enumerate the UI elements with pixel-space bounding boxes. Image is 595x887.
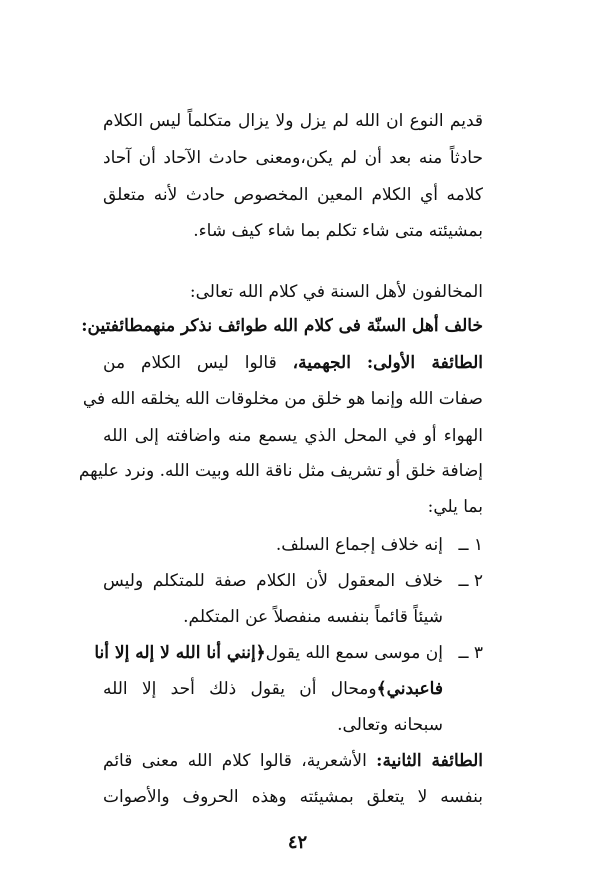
text-line: صفات الله وإنما هو خلق من مخلوقات الله يخلقه الله في bbox=[82, 389, 483, 409]
list-number: ١ ــ bbox=[458, 535, 483, 555]
group-label: الطائفة الأولى: bbox=[366, 353, 483, 373]
list-text bbox=[94, 640, 443, 666]
list-text: شيئاً قائماً بنفسه منفصلاً عن المتكلم. bbox=[183, 607, 443, 627]
text-line: قديم النوع ان الله لم يزل ولا يزال متكلماً ليس الكلام bbox=[103, 111, 483, 131]
list-number: ٢ ــ bbox=[458, 571, 483, 591]
list-text: إنه خلاف إجماع السلف. bbox=[275, 535, 443, 555]
quran-quote: فاعبدني﴾ bbox=[376, 679, 443, 699]
text-line: حادثاً منه بعد أن لم يكن،ومعنى حادث الآحاد أن آحاد bbox=[103, 148, 483, 168]
text-fragment: قالوا ليس الكلام من bbox=[103, 353, 277, 373]
list-item bbox=[103, 532, 483, 558]
text-line: الهواء أو في المحل الذي يسمع منه واضافته إلى الله bbox=[103, 426, 483, 446]
list-text: خلاف المعقول لأن الكلام صفة للمتكلم وليس bbox=[103, 571, 443, 591]
text-fragment: الأشعرية، قالوا كلام الله معنى قائم bbox=[103, 751, 367, 771]
quran-quote: ﴿إنني أنا الله لا إله إلا أنا bbox=[94, 643, 266, 663]
text-line bbox=[103, 350, 483, 376]
section-subheading: خالف أهل السنّة فى كلام الله طوائف نذكر منهمطائفتين: bbox=[81, 316, 483, 336]
list-text bbox=[103, 676, 443, 702]
text-line: بنفسه لا يتعلق بمشيئته وهذه الحروف والأصوات bbox=[103, 787, 483, 807]
text-line: بما يلي: bbox=[427, 497, 483, 517]
list-number: ٣ ــ bbox=[458, 643, 483, 663]
text-line: كلامه أي الكلام المعين المخصوص حادث لأنه متعلق bbox=[103, 185, 483, 205]
text-line: بمشيئته متى شاء تكلم بما شاء كيف شاء. bbox=[193, 221, 483, 241]
text-fragment: ومحال أن يقول ذلك أحد إلا الله bbox=[103, 679, 377, 699]
text-line bbox=[103, 748, 483, 774]
page-number: ٤٢ bbox=[287, 832, 308, 853]
text-fragment: إن موسى سمع الله يقول bbox=[265, 643, 443, 663]
group-label: الطائفة الثانية: bbox=[376, 751, 483, 771]
group-name: الجهمية، bbox=[292, 353, 351, 373]
text-line: إضافة خلق أو تشريف مثل ناقة الله وبيت الله. ونرد عليهم bbox=[78, 461, 483, 481]
list-text: سبحانه وتعالى. bbox=[337, 715, 443, 735]
section-heading: المخالفون لأهل السنة في كلام الله تعالى: bbox=[189, 282, 483, 302]
